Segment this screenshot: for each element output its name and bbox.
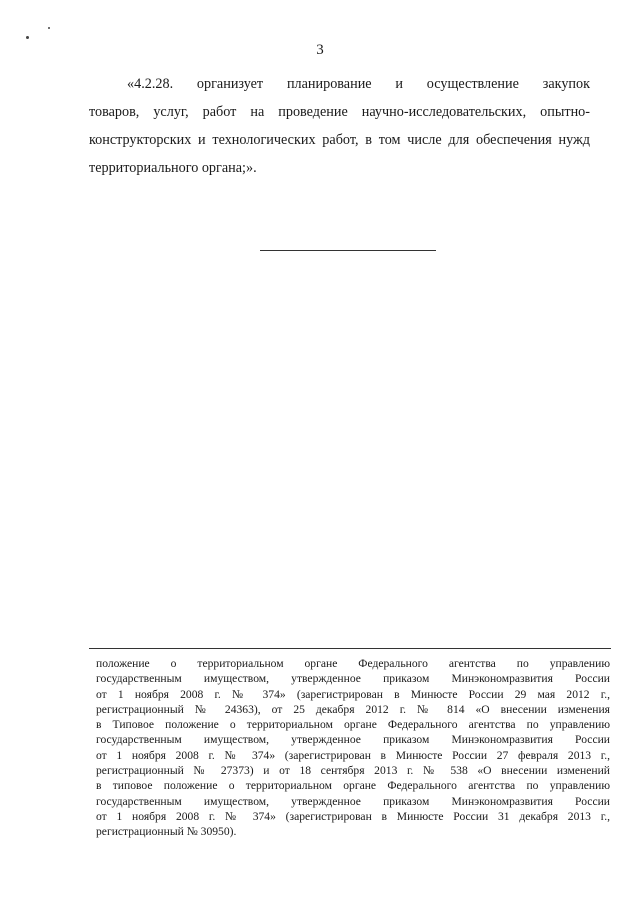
footnote-line: государственным имуществом, утвержденное приказом Минэкономразвития России [96,794,610,808]
footnote-line: от 1 ноября 2008 г. № 374» (зарегистрирован в Минюсте России 29 мая 2012 г., [96,687,610,701]
scan-speck [26,36,29,39]
page-number: 3 [316,42,324,58]
footnote-separator [89,648,611,649]
footnote-line: от 1 ноября 2008 г. № 374» (зарегистрирован в Минюсте России 27 февраля 2013 г., [96,748,610,762]
footnote-line: положение о территориальном органе Федерального агентства по управлению [96,657,610,670]
scan-speck [48,27,50,29]
clause-line: «4.2.28. организует планирование и осуществление закупок [127,76,590,92]
footnote-line: государственным имуществом, утвержденное приказом Минэкономразвития России [96,733,610,747]
footnote-line: регистрационный № 30950). [96,825,237,839]
clause-line: территориального органа;». [89,160,257,176]
clause-4-2-28 [89,70,590,182]
section-end-rule [260,250,436,251]
footnote [96,656,610,840]
footnote-line: регистрационный № 27373) и от 18 сентября 2013 г. № 538 «О внесении изменений [96,764,610,778]
footnote-line: государственным имуществом, утвержденное приказом Минэкономразвития России [96,672,610,686]
footnote-line: регистрационный № 24363), от 25 декабря 2012 г. № 814 «О внесении изменения [96,702,610,716]
footnote-line: в Типовое положение о территориальном органе Федерального агентства по управлению [96,718,610,732]
clause-line: товаров, услуг, работ на проведение научно-исследовательских, опытно- [89,104,590,120]
footnote-line: в типовое положение о территориальном органе Федерального агентства по управлению [96,779,610,793]
clause-line: конструкторских и технологических работ, в том числе для обеспечения нужд [89,132,590,148]
footnote-line: от 1 ноября 2008 г. № 374» (зарегистрирован в Минюсте России 31 декабря 2013 г., [96,809,610,823]
